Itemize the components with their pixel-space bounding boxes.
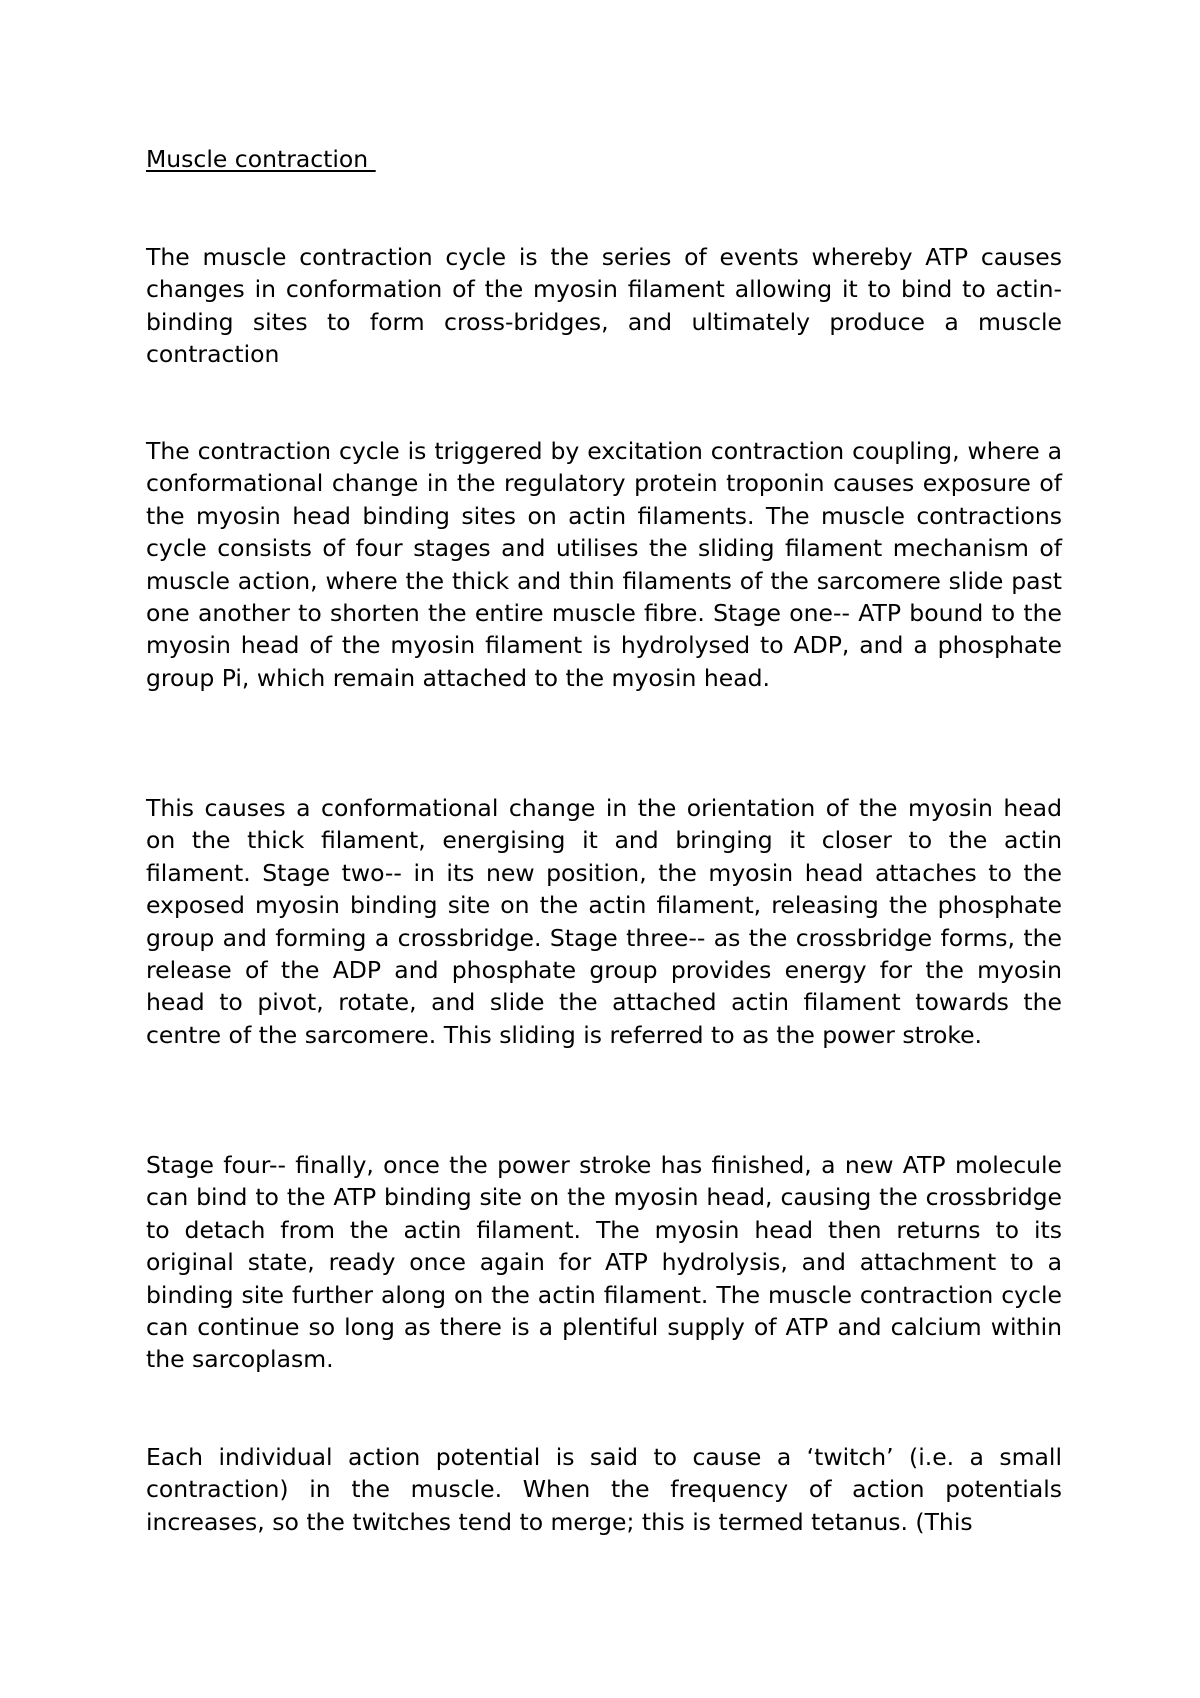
paragraph-twitch-tetanus: Each individual action potential is said to cause a ‘twitch’ (i.e. a small contraction) in the muscle. When the frequency of action potentials increases, so the twitches tend to merge; this is termed tetanus. (This <box>146 1443 1062 1536</box>
paragraph-contraction-cycle-definition: The muscle contraction cycle is the series of events whereby ATP causes changes in conformation of the myosin filament allowing it to bind to actin-binding sites to form cross-bridges, and ultimately produce a muscle contraction <box>146 243 1062 369</box>
paragraph-stages-two-three: This causes a conformational change in the orientation of the myosin head on the thick filament, energising it and bringing it closer to the actin filament. Stage two-- in its new position, the myosin head attaches to the exposed myosin binding site on the actin filament, releasing the phosphate group and forming a crossbridge. Stage three-- as the crossbridge forms, the release of the ADP and phosphate group provides energy for the myosin head to pivot, rotate, and slide the attached actin filament towards the centre of the sarcomere. This sliding is referred to as the power stroke. <box>146 794 1062 1049</box>
paragraph-stage-four: Stage four-- finally, once the power stroke has finished, a new ATP molecule can bind to the ATP binding site on the myosin head, causing the crossbridge to detach from the actin filament. The myosin head then returns to its original state, ready once again for ATP hydrolysis, and attachment to a binding site further along on the actin filament. The muscle contraction cycle can continue so long as there is a plentiful supply of ATP and calcium within the sarcoplasm. <box>146 1151 1062 1374</box>
paragraph-stage-one: The contraction cycle is triggered by excitation contraction coupling, where a conformational change in the regulatory protein troponin causes exposure of the myosin head binding sites on actin filaments. The muscle contractions cycle consists of four stages and utilises the sliding filament mechanism of muscle action, where the thick and thin filaments of the sarcomere slide past one another to shorten the entire muscle fibre. Stage one-- ATP bound to the myosin head of the myosin filament is hydrolysed to ADP, and a phosphate group Pi, which remain attached to the myosin head. <box>146 437 1062 692</box>
document-title: Muscle contraction <box>146 145 376 173</box>
